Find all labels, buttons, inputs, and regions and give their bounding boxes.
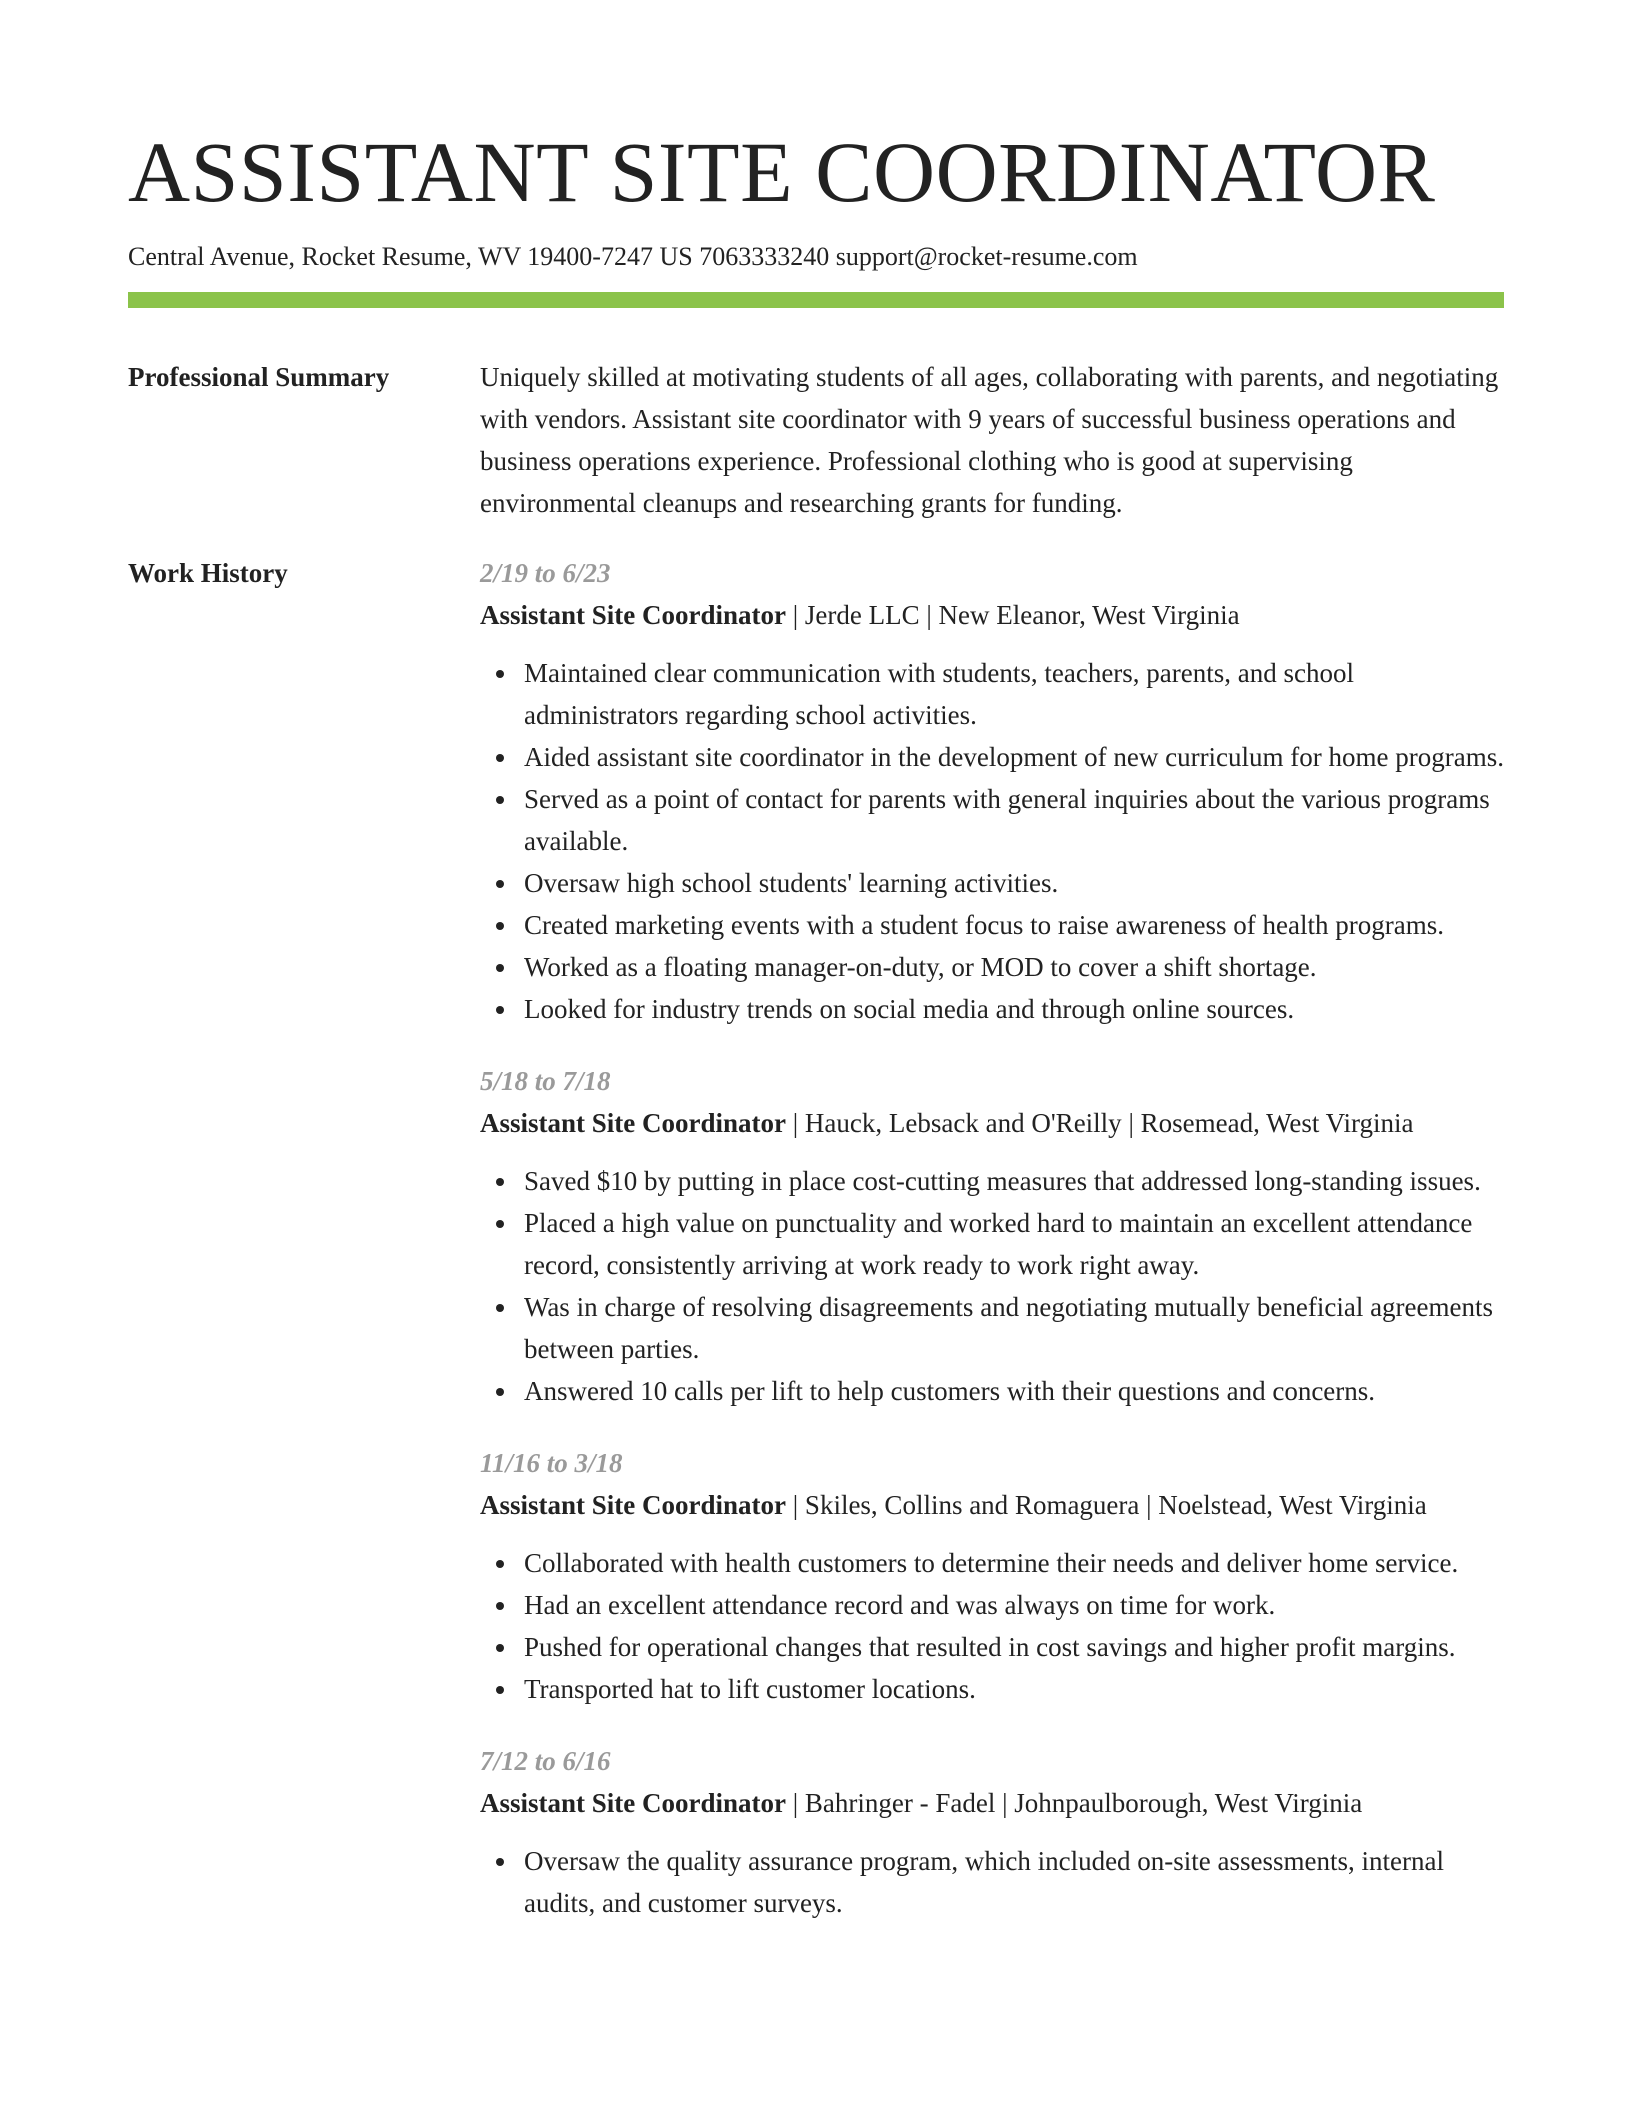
job-title-line — [480, 594, 1504, 636]
job-bullet: Served as a point of contact for parents with general inquiries about the various programs available. — [480, 778, 1504, 862]
job-company: Bahringer - Fadel — [804, 1788, 996, 1818]
job-title-line — [480, 1484, 1504, 1526]
separator — [995, 1788, 1014, 1818]
work-history-body — [480, 552, 1504, 1924]
contact-line — [128, 240, 1504, 274]
job-entry — [480, 552, 1504, 1030]
resume-name-heading: ASSISTANT SITE COORDINATOR — [128, 124, 1436, 220]
job-location: Johnpaulborough, West Virginia — [1014, 1788, 1363, 1818]
job-title-line — [480, 1102, 1504, 1144]
separator — [786, 1490, 805, 1520]
job-title: Assistant Site Coordinator — [480, 1788, 787, 1818]
job-bullet: Worked as a floating manager-on-duty, or MOD to cover a shift shortage. — [480, 946, 1504, 988]
separator — [786, 1108, 805, 1138]
job-entry — [480, 1740, 1504, 1924]
job-title: Assistant Site Coordinator — [480, 1108, 787, 1138]
summary-text: Uniquely skilled at motivating students of all ages, collaborating with parents, and negotiating with vendors. Assistant site coordinator with 9 years of successful business operations and business operations experience. Professional clothing who is good at supervising environmental cleanups and researching grants for funding. — [480, 362, 1499, 518]
job-bullet: Placed a high value on punctuality and worked hard to maintain an excellent attendance record, consistently arriving at work ready to work right away. — [480, 1202, 1504, 1286]
summary-body — [480, 356, 1504, 524]
job-title-line — [480, 1782, 1504, 1824]
contact-address: Central Avenue, Rocket Resume, WV 19400-7247 US — [128, 242, 693, 271]
job-bullet-list — [480, 1160, 1504, 1412]
job-bullet: Answered 10 calls per lift to help customers with their questions and concerns. — [480, 1370, 1504, 1412]
job-dates: 5/18 to 7/18 — [480, 1066, 611, 1096]
resume-page — [128, 0, 1504, 1924]
job-bullet-list — [480, 1542, 1504, 1710]
contact-phone: 7063333240 — [699, 242, 830, 271]
job-location: New Eleanor, West Virginia — [938, 600, 1240, 630]
section-heading-work-history: Work History — [128, 558, 288, 588]
job-company: Skiles, Collins and Romaguera — [804, 1490, 1140, 1520]
professional-summary-section — [128, 356, 1504, 524]
job-bullet: Created marketing events with a student focus to raise awareness of health programs. — [480, 904, 1504, 946]
job-location: Noelstead, West Virginia — [1158, 1490, 1427, 1520]
job-entry — [480, 1442, 1504, 1710]
header-divider — [128, 292, 1504, 308]
job-bullet: Maintained clear communication with students, teachers, parents, and school administrators regarding school activities. — [480, 652, 1504, 736]
job-location: Rosemead, West Virginia — [1140, 1108, 1414, 1138]
job-bullet: Pushed for operational changes that resulted in cost savings and higher profit margins. — [480, 1626, 1504, 1668]
separator — [786, 600, 805, 630]
job-bullet-list — [480, 652, 1504, 1030]
separator — [1139, 1490, 1158, 1520]
job-title: Assistant Site Coordinator — [480, 600, 787, 630]
job-dates: 11/16 to 3/18 — [480, 1448, 623, 1478]
job-bullet: Saved $10 by putting in place cost-cutting measures that addressed long-standing issues. — [480, 1160, 1504, 1202]
separator — [786, 1788, 805, 1818]
job-title: Assistant Site Coordinator — [480, 1490, 787, 1520]
job-company: Hauck, Lebsack and O'Reilly — [804, 1108, 1122, 1138]
job-bullet: Transported hat to lift customer locations. — [480, 1668, 1504, 1710]
job-bullet: Oversaw the quality assurance program, which included on-site assessments, internal audits, and customer surveys. — [480, 1840, 1504, 1924]
contact-email: support@rocket-resume.com — [835, 242, 1138, 271]
job-bullet: Looked for industry trends on social media and through online sources. — [480, 988, 1504, 1030]
section-heading-summary: Professional Summary — [128, 362, 390, 392]
work-history-section — [128, 552, 1504, 1924]
job-dates: 2/19 to 6/23 — [480, 558, 611, 588]
job-company: Jerde LLC — [804, 600, 920, 630]
job-bullet: Oversaw high school students' learning activities. — [480, 862, 1504, 904]
job-bullet: Was in charge of resolving disagreements and negotiating mutually beneficial agreements between parties. — [480, 1286, 1504, 1370]
job-bullet: Had an excellent attendance record and was always on time for work. — [480, 1584, 1504, 1626]
job-entry — [480, 1060, 1504, 1412]
job-bullet: Aided assistant site coordinator in the development of new curriculum for home programs. — [480, 736, 1504, 778]
job-dates: 7/12 to 6/16 — [480, 1746, 611, 1776]
job-bullet: Collaborated with health customers to determine their needs and deliver home service. — [480, 1542, 1504, 1584]
separator — [920, 600, 939, 630]
separator — [1122, 1108, 1141, 1138]
job-bullet-list — [480, 1840, 1504, 1924]
